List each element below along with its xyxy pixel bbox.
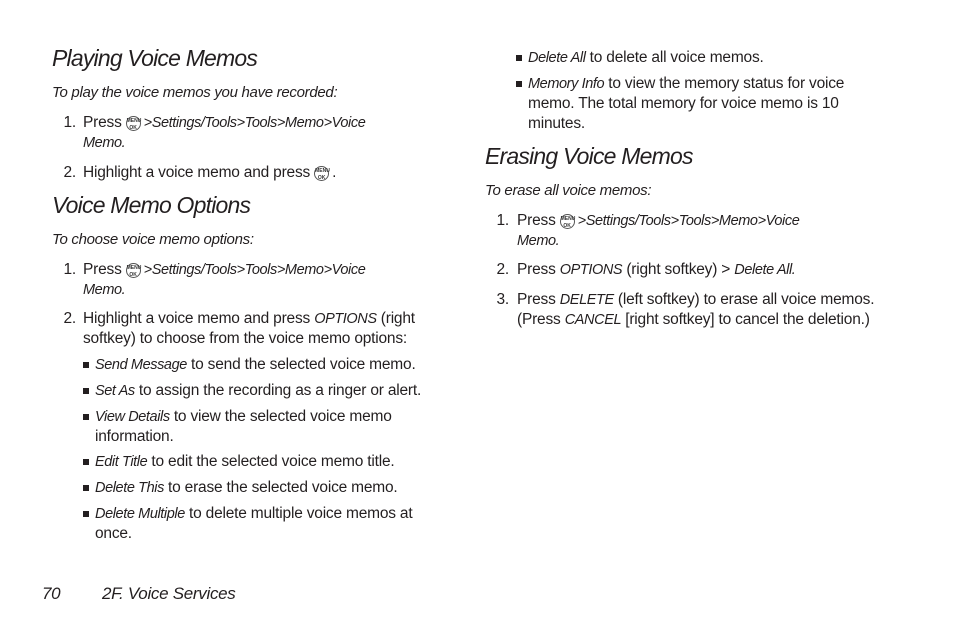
menu-ok-key-icon: MENU OK bbox=[126, 118, 142, 131]
option-term: Send Message bbox=[95, 357, 187, 373]
menu-path-end: Memo. bbox=[83, 135, 126, 151]
delete-all-label: Delete All. bbox=[734, 262, 796, 278]
intro-playing: To play the voice memos you have recorded: bbox=[52, 84, 338, 101]
option-term: Memory Info bbox=[528, 76, 605, 92]
menu-path-end: Memo. bbox=[517, 233, 560, 249]
page-number: 70 bbox=[42, 584, 61, 603]
step-number: 1. bbox=[496, 212, 509, 229]
step-number: 1. bbox=[63, 261, 76, 278]
intro-erasing: To erase all voice memos: bbox=[485, 182, 652, 199]
options-softkey-label: OPTIONS bbox=[559, 262, 623, 278]
option-term: Delete This bbox=[95, 480, 164, 496]
step-number: 3. bbox=[496, 291, 509, 308]
menu-ok-key-icon: MENU OK bbox=[315, 168, 330, 181]
bullet-square bbox=[83, 362, 89, 368]
option-term: Delete All bbox=[528, 50, 586, 66]
menu-path-end: Memo. bbox=[83, 282, 126, 298]
step-number: 2. bbox=[63, 164, 76, 181]
heading-voice-memo-options: Voice Memo Options bbox=[52, 192, 251, 218]
option-term: Set As bbox=[95, 383, 135, 399]
heading-erasing-voice-memos: Erasing Voice Memos bbox=[485, 143, 693, 169]
heading-playing-voice-memos: Playing Voice Memos bbox=[52, 45, 258, 71]
section-title: 2F. Voice Services bbox=[102, 584, 236, 603]
menu-path: >Settings/Tools>Tools>Memo>Voice bbox=[143, 262, 366, 278]
menu-ok-key-icon: MENU OK bbox=[126, 265, 142, 278]
bullet-square bbox=[83, 485, 89, 491]
press-text: Press bbox=[83, 114, 122, 131]
menu-path: >Settings/Tools>Tools>Memo>Voice bbox=[577, 213, 800, 229]
step-number: 2. bbox=[63, 310, 76, 327]
bullet-square bbox=[516, 55, 522, 61]
option-term: Edit Title bbox=[95, 454, 148, 470]
option-term: Delete Multiple bbox=[95, 506, 185, 522]
press-text: Press bbox=[83, 261, 122, 278]
intro-options: To choose voice memo options: bbox=[52, 231, 254, 248]
cancel-softkey-label: CANCEL bbox=[564, 312, 622, 328]
bullet-square bbox=[516, 81, 522, 87]
bullet-square bbox=[83, 459, 89, 465]
step-number: 1. bbox=[63, 114, 76, 131]
bullet-square bbox=[83, 511, 89, 517]
options-softkey-label: OPTIONS bbox=[314, 311, 377, 327]
menu-ok-key-icon: MENU OK bbox=[560, 216, 576, 229]
bullet-square bbox=[83, 388, 89, 394]
step-number: 2. bbox=[496, 261, 509, 278]
step-text: Highlight a voice memo and press bbox=[83, 164, 311, 181]
bullet-square bbox=[83, 414, 89, 420]
option-term: View Details bbox=[95, 409, 170, 425]
delete-softkey-label: DELETE bbox=[559, 292, 614, 308]
menu-path: >Settings/Tools>Tools>Memo>Voice bbox=[143, 115, 366, 131]
press-text: Press bbox=[517, 212, 556, 229]
